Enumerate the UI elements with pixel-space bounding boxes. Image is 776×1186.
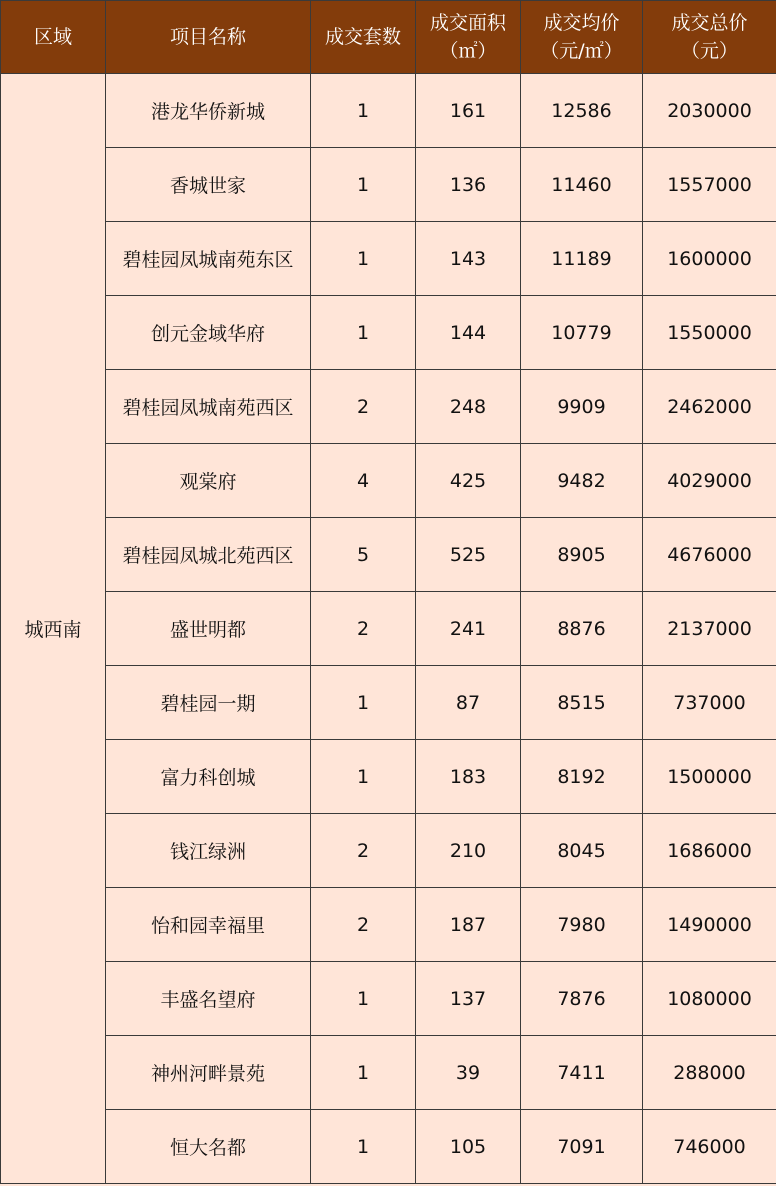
project-name-cell: 观棠府 bbox=[106, 444, 311, 518]
units-cell: 2 bbox=[311, 592, 416, 666]
area-cell: 161 bbox=[416, 74, 521, 148]
avg-price-cell: 8045 bbox=[521, 814, 643, 888]
project-name-cell: 碧桂园凤城南苑东区 bbox=[106, 222, 311, 296]
table-row bbox=[1, 222, 776, 296]
table-row bbox=[1, 444, 776, 518]
header-label: 区域 bbox=[33, 26, 72, 48]
avg-price-cell: 8192 bbox=[521, 740, 643, 814]
avg-price-cell: 9482 bbox=[521, 444, 643, 518]
avg-price-cell: 9909 bbox=[521, 370, 643, 444]
total-price-cell: 1490000 bbox=[643, 888, 776, 962]
total-price-cell: 1080000 bbox=[643, 962, 776, 1036]
area-cell: 241 bbox=[416, 592, 521, 666]
table-row bbox=[1, 592, 776, 666]
project-name-cell: 创元金域华府 bbox=[106, 296, 311, 370]
table-row bbox=[1, 148, 776, 222]
avg-price-cell: 11189 bbox=[521, 222, 643, 296]
area-cell: 87 bbox=[416, 666, 521, 740]
units-cell: 1 bbox=[311, 222, 416, 296]
units-cell: 1 bbox=[311, 148, 416, 222]
total-price-cell: 1500000 bbox=[643, 740, 776, 814]
units-cell: 1 bbox=[311, 666, 416, 740]
units-cell: 1 bbox=[311, 296, 416, 370]
area-cell: 39 bbox=[416, 1036, 521, 1110]
units-cell: 5 bbox=[311, 518, 416, 592]
project-name-cell: 丰盛名望府 bbox=[106, 962, 311, 1036]
table-row bbox=[1, 740, 776, 814]
total-price-cell: 288000 bbox=[643, 1036, 776, 1110]
header-unit: （元/㎡） bbox=[540, 40, 623, 62]
units-cell: 2 bbox=[311, 888, 416, 962]
total-price-cell: 1557000 bbox=[643, 148, 776, 222]
table-row bbox=[1, 962, 776, 1036]
avg-price-cell: 11460 bbox=[521, 148, 643, 222]
header-label: 项目名称 bbox=[169, 26, 246, 48]
units-cell: 1 bbox=[311, 1110, 416, 1184]
table-row bbox=[1, 814, 776, 888]
units-cell: 1 bbox=[311, 1036, 416, 1110]
avg-price-cell: 10779 bbox=[521, 296, 643, 370]
project-name-cell: 恒大名都 bbox=[106, 1110, 311, 1184]
header-units bbox=[311, 1, 416, 74]
table-row bbox=[1, 370, 776, 444]
project-name-cell: 香城世家 bbox=[106, 148, 311, 222]
avg-price-cell: 12586 bbox=[521, 74, 643, 148]
project-name-cell: 碧桂园凤城南苑西区 bbox=[106, 370, 311, 444]
total-price-cell: 2462000 bbox=[643, 370, 776, 444]
total-price-cell: 1550000 bbox=[643, 296, 776, 370]
area-cell: 187 bbox=[416, 888, 521, 962]
area-cell: 183 bbox=[416, 740, 521, 814]
area-cell: 210 bbox=[416, 814, 521, 888]
project-name-cell: 钱江绿洲 bbox=[106, 814, 311, 888]
area-cell: 105 bbox=[416, 1110, 521, 1184]
avg-price-cell: 8876 bbox=[521, 592, 643, 666]
area-cell: 137 bbox=[416, 962, 521, 1036]
project-name-cell: 港龙华侨新城 bbox=[106, 74, 311, 148]
total-price-cell: 1686000 bbox=[643, 814, 776, 888]
project-name-cell: 富力科创城 bbox=[106, 740, 311, 814]
header-label: 成交均价 bbox=[543, 12, 620, 34]
area-cell: 248 bbox=[416, 370, 521, 444]
table-row bbox=[1, 296, 776, 370]
project-name-cell: 怡和园幸福里 bbox=[106, 888, 311, 962]
units-cell: 1 bbox=[311, 740, 416, 814]
table-row bbox=[1, 74, 776, 148]
total-price-cell: 2030000 bbox=[643, 74, 776, 148]
avg-price-cell: 8905 bbox=[521, 518, 643, 592]
project-name-cell: 盛世明都 bbox=[106, 592, 311, 666]
total-price-cell: 4676000 bbox=[643, 518, 776, 592]
table-header bbox=[1, 1, 776, 74]
area-cell: 144 bbox=[416, 296, 521, 370]
header-region bbox=[1, 1, 106, 74]
header-label: 成交总价 bbox=[671, 12, 748, 34]
area-cell: 425 bbox=[416, 444, 521, 518]
project-name-cell: 碧桂园一期 bbox=[106, 666, 311, 740]
total-price-cell: 4029000 bbox=[643, 444, 776, 518]
total-price-cell: 2137000 bbox=[643, 592, 776, 666]
area-cell: 143 bbox=[416, 222, 521, 296]
header-label: 成交面积 bbox=[429, 12, 506, 34]
header-unit: （㎡） bbox=[439, 40, 497, 62]
avg-price-cell: 7876 bbox=[521, 962, 643, 1036]
header-unit: （元） bbox=[680, 40, 738, 62]
area-cell: 525 bbox=[416, 518, 521, 592]
avg-price-cell: 7091 bbox=[521, 1110, 643, 1184]
table-row bbox=[1, 666, 776, 740]
table-body bbox=[1, 74, 776, 1184]
header-total-price bbox=[643, 1, 776, 74]
region-cell: 城西南 bbox=[1, 74, 106, 1184]
units-cell: 1 bbox=[311, 74, 416, 148]
table-row bbox=[1, 1110, 776, 1184]
header-area bbox=[416, 1, 521, 74]
project-name-cell: 碧桂园凤城北苑西区 bbox=[106, 518, 311, 592]
avg-price-cell: 7980 bbox=[521, 888, 643, 962]
units-cell: 1 bbox=[311, 962, 416, 1036]
units-cell: 4 bbox=[311, 444, 416, 518]
table-row bbox=[1, 888, 776, 962]
header-avg-price bbox=[521, 1, 643, 74]
header-row bbox=[1, 1, 776, 74]
area-cell: 136 bbox=[416, 148, 521, 222]
table-row bbox=[1, 518, 776, 592]
avg-price-cell: 7411 bbox=[521, 1036, 643, 1110]
total-price-cell: 737000 bbox=[643, 666, 776, 740]
avg-price-cell: 8515 bbox=[521, 666, 643, 740]
units-cell: 2 bbox=[311, 814, 416, 888]
total-price-cell: 1600000 bbox=[643, 222, 776, 296]
units-cell: 2 bbox=[311, 370, 416, 444]
total-price-cell: 746000 bbox=[643, 1110, 776, 1184]
table-row bbox=[1, 1036, 776, 1110]
header-project-name bbox=[106, 1, 311, 74]
project-name-cell: 神州河畔景苑 bbox=[106, 1036, 311, 1110]
header-label: 成交套数 bbox=[324, 26, 401, 48]
